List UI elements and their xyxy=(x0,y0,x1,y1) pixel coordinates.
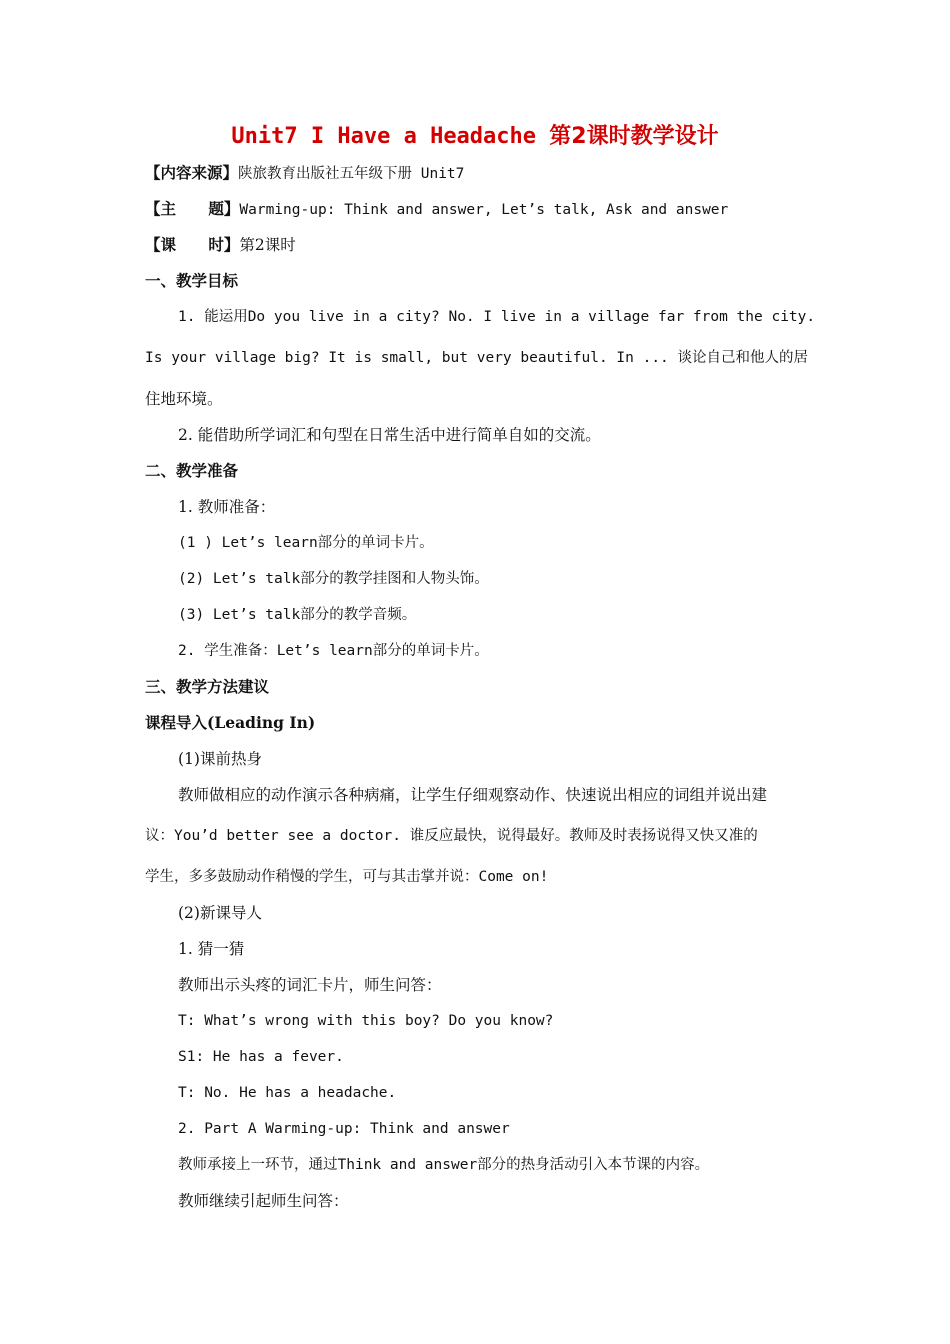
warmup-label: (1)课前热身 xyxy=(178,750,262,768)
section-heading-goals: 一、教学目标 xyxy=(145,271,239,290)
guess-label: 1. 猜一猜 xyxy=(178,940,245,958)
guess-description: 教师出示头疼的词汇卡片，师生问答： xyxy=(178,976,442,994)
document-title xyxy=(0,122,950,152)
meta-period-label: 【课 时】 xyxy=(145,235,240,254)
continue-description: 教师继续引起师生问答： xyxy=(178,1192,349,1210)
goal-1-line-2: Is your village big? It is small, but very beautiful. In ... 谈论自己和他人的居 xyxy=(145,350,809,366)
part-a-description: 教师承接上一环节，通过Think and answer部分的热身活动引入本节课的内容。 xyxy=(178,1157,710,1173)
meta-source-label: 【内容来源】 xyxy=(145,163,239,182)
prep-teacher: 1. 教师准备： xyxy=(178,498,276,516)
meta-source-value: 陕旅教育出版社五年级下册 Unit7 xyxy=(238,166,465,182)
meta-topic-row xyxy=(145,198,728,221)
part-a-heading: 2. Part A Warming-up: Think and answer xyxy=(178,1121,510,1137)
dialog-line-1: T: What’s wrong with this boy? Do you know? xyxy=(178,1013,554,1029)
prep-teacher-3: (3) Let’s talk部分的教学音频。 xyxy=(178,607,417,623)
goal-1-line-3: 住地环境。 xyxy=(145,390,223,408)
prep-teacher-1: (1 ) Let’s learn部分的单词卡片。 xyxy=(178,535,434,551)
warmup-paragraph-line-1: 教师做相应的动作演示各种病痛，让学生仔细观察动作、快速说出相应的词组并说出建 xyxy=(178,786,768,804)
prep-student: 2. 学生准备：Let’s learn部分的单词卡片。 xyxy=(178,643,489,659)
warmup-paragraph-line-3: 学生，多多鼓励动作稍慢的学生，可与其击掌并说：Come on! xyxy=(145,869,549,885)
meta-topic-label: 【主 题】 xyxy=(145,199,240,218)
meta-period-row xyxy=(145,234,296,256)
leading-in-heading: 课程导入(Leading In) xyxy=(145,713,316,732)
prep-teacher-2: (2) Let’s talk部分的教学挂图和人物头饰。 xyxy=(178,571,489,587)
new-lesson-label: (2)新课导人 xyxy=(178,904,262,922)
title-chinese: 第2课时教学设计 xyxy=(549,124,719,149)
warmup-paragraph-line-2: 议：You’d better see a doctor. 谁反应最快，说得最好。教师及时表扬说得又快又准的 xyxy=(145,828,758,844)
dialog-line-2: S1: He has a fever. xyxy=(178,1049,344,1065)
section-heading-preparation: 二、教学准备 xyxy=(145,461,239,480)
goal-2: 2. 能借助所学词汇和句型在日常生活中进行简单自如的交流。 xyxy=(178,426,601,444)
dialog-line-3: T: No. He has a headache. xyxy=(178,1085,397,1101)
meta-period-value: 第2课时 xyxy=(239,236,296,254)
title-english: Unit7 I Have a Headache xyxy=(231,124,550,149)
meta-topic-value: Warming-up: Think and answer, Let’s talk, Ask and answer xyxy=(239,202,729,218)
section-heading-methods: 三、教学方法建议 xyxy=(145,677,270,696)
goal-1-line-1: 1. 能运用Do you live in a city? No. I live in a village far from the city. xyxy=(178,309,816,325)
meta-source-row xyxy=(145,162,464,185)
